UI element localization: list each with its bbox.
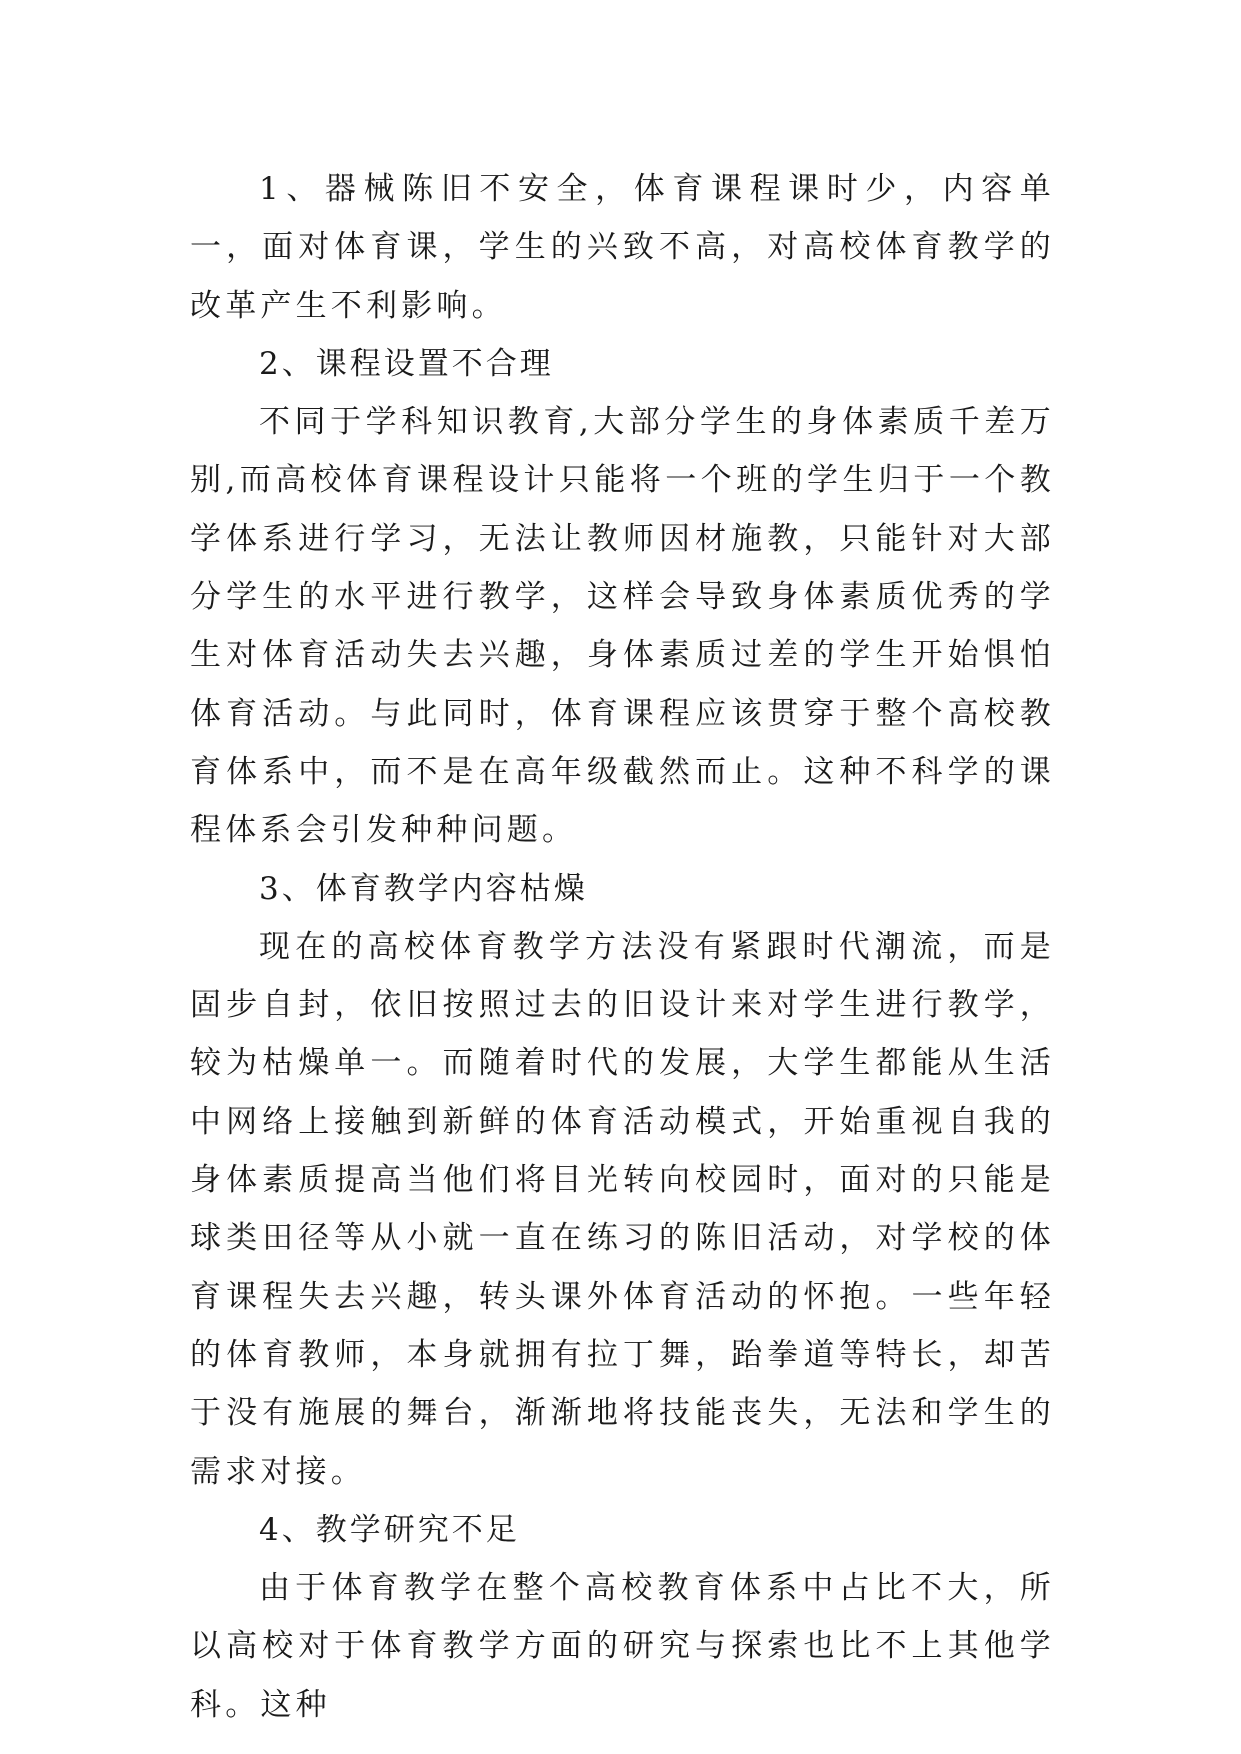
paragraph-teaching-content: 现在的高校体育教学方法没有紧跟时代潮流，而是固步自封，依旧按照过去的旧设计来对学生进行教学，较为枯燥单一。而随着时代的发展，大学生都能从生活中网络上接触到新鲜的体育活动模式，开始重视自我的身体素质提高当他们将目光转向校园时，面对的只能是球类田径等从小就一直在练习的陈旧活动，对学校的体育课程失去兴趣，转头课外体育活动的怀抱。一些年轻的体育教师，本身就拥有拉丁舞，跆拳道等特长，却苦于没有施展的舞台，渐渐地将技能丧失，无法和学生的需求对接。 <box>190 928 1055 1490</box>
paragraph-teaching-research: 由于体育教学在整个高校教育体系中占比不大，所以高校对于体育教学方面的研究与探索也比不上其他学科。这种 <box>190 1570 1055 1723</box>
document-body <box>190 160 1055 1734</box>
heading-teaching-research: 4、教学研究不足 <box>259 1511 520 1548</box>
paragraph-equipment-issues: 1、器械陈旧不安全，体育课程课时少，内容单一，面对体育课，学生的兴致不高，对高校体育教学的改革产生不利影响。 <box>190 171 1055 324</box>
paragraph-course-setting: 不同于学科知识教育,大部分学生的身体素质千差万别,而高校体育课程设计只能将一个班的学生归于一个教学体系进行学习，无法让教师因材施教，只能针对大部分学生的水平进行教学，这样会导致身体素质优秀的学生对体育活动失去兴趣，身体素质过差的学生开始惧怕体育活动。与此同时，体育课程应该贯穿于整个高校教育体系中，而不是在高年级截然而止。这种不科学的课程体系会引发种种问题。 <box>190 404 1055 849</box>
heading-teaching-content: 3、体育教学内容枯燥 <box>259 870 588 907</box>
heading-course-setting: 2、课程设置不合理 <box>259 345 554 382</box>
